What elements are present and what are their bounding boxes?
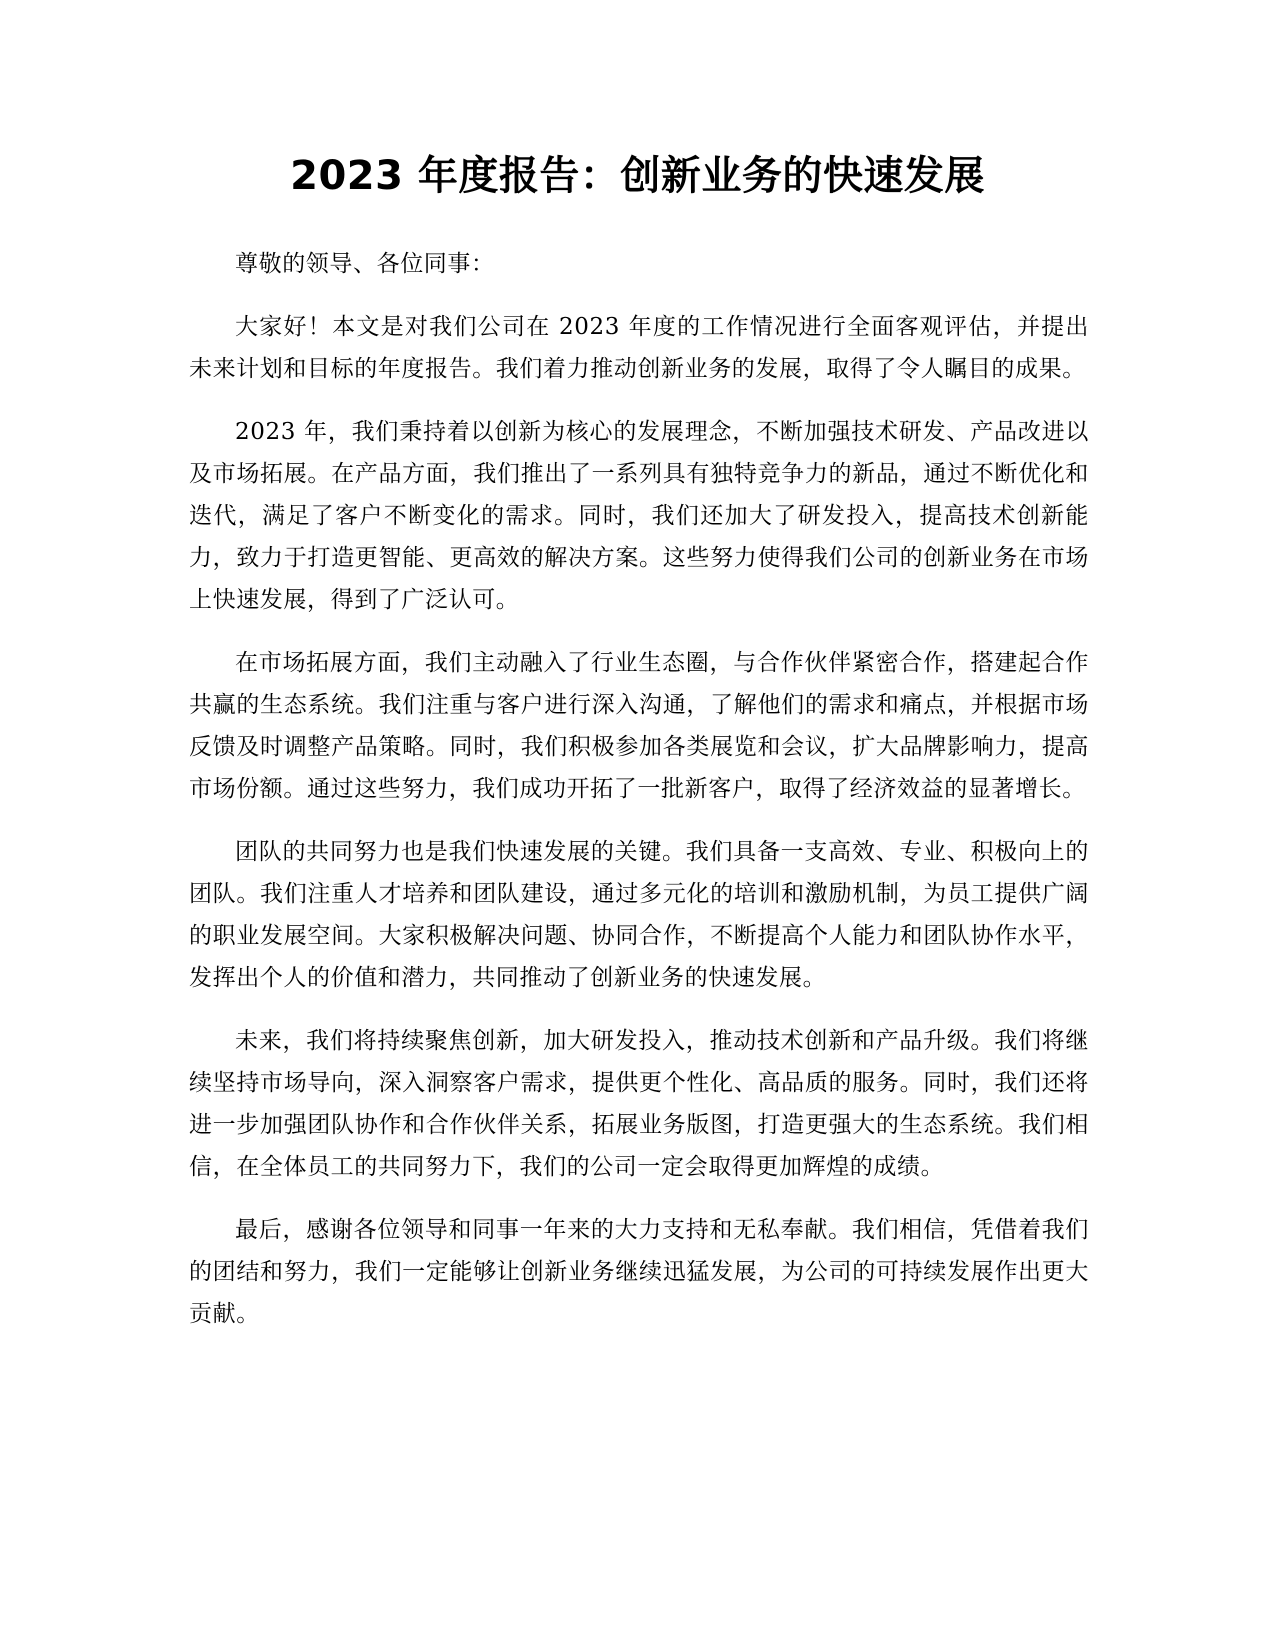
salutation-paragraph: 尊敬的领导、各位同事： [235, 251, 495, 277]
team-paragraph: 团队的共同努力也是我们快速发展的关键。我们具备一支高效、专业、积极向上的团队。我们注重人才培养和团队建设，通过多元化的培训和激励机制，为员工提供广阔的职业发展空间。大家积极解决问题、协同合作，不断提高个人能力和团队协作水平，发挥出个人的价值和潜力，共同推动了创新业务的快速发展。 [189, 839, 1089, 991]
closing-paragraph: 最后，感谢各位领导和同事一年来的大力支持和无私奉献。我们相信，凭借着我们的团结和努力，我们一定能够让创新业务继续迅猛发展，为公司的可持续发展作出更大贡献。 [189, 1217, 1089, 1327]
document-body [189, 243, 1089, 1356]
document-title: 2023 年度报告：创新业务的快速发展 [290, 153, 985, 199]
future-plans-paragraph: 未来，我们将持续聚焦创新，加大研发投入，推动技术创新和产品升级。我们将继续坚持市场导向，深入洞察客户需求，提供更个性化、高品质的服务。同时，我们还将进一步加强团队协作和合作伙伴关系，拓展业务版图，打造更强大的生态系统。我们相信，在全体员工的共同努力下，我们的公司一定会取得更加辉煌的成绩。 [189, 1028, 1089, 1180]
intro-paragraph: 大家好！本文是对我们公司在 2023 年度的工作情况进行全面客观评估，并提出未来计划和目标的年度报告。我们着力推动创新业务的发展，取得了令人瞩目的成果。 [189, 314, 1089, 382]
market-expansion-paragraph: 在市场拓展方面，我们主动融入了行业生态圈，与合作伙伴紧密合作，搭建起合作共赢的生态系统。我们注重与客户进行深入沟通，了解他们的需求和痛点，并根据市场反馈及时调整产品策略。同时，我们积极参加各类展览和会议，扩大品牌影响力，提高市场份额。通过这些努力，我们成功开拓了一批新客户，取得了经济效益的显著增长。 [189, 650, 1089, 802]
product-development-paragraph: 2023 年，我们秉持着以创新为核心的发展理念，不断加强技术研发、产品改进以及市场拓展。在产品方面，我们推出了一系列具有独特竞争力的新品，通过不断优化和迭代，满足了客户不断变化的需求。同时，我们还加大了研发投入，提高技术创新能力，致力于打造更智能、更高效的解决方案。这些努力使得我们公司的创新业务在市场上快速发展，得到了广泛认可。 [189, 419, 1089, 613]
